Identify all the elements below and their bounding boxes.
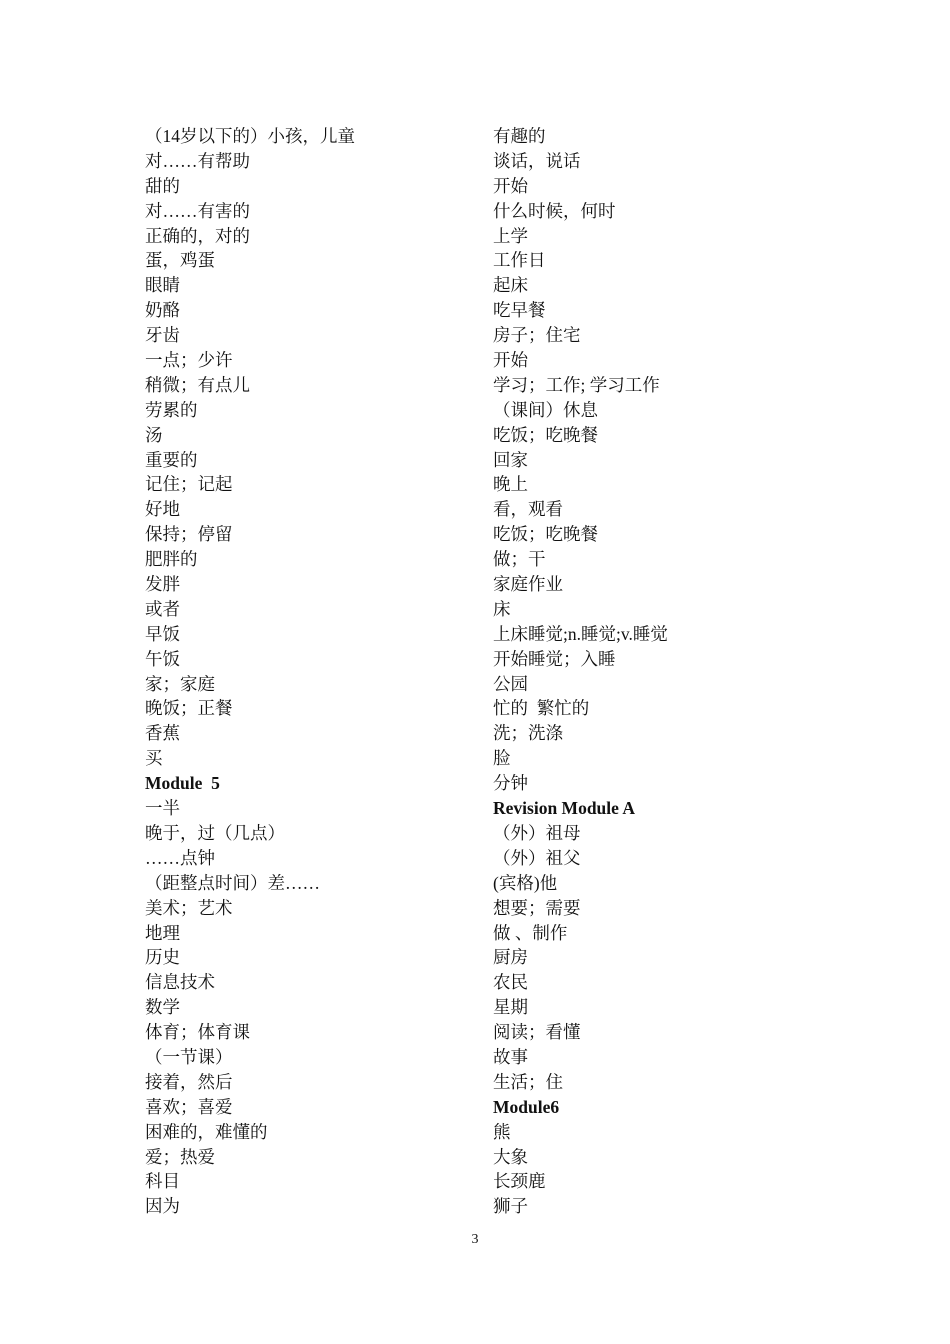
vocabulary-entry: 发胖 <box>145 574 180 595</box>
vocabulary-entry: 晚上 <box>493 474 528 495</box>
vocabulary-entry: 对……有害的 <box>145 200 250 221</box>
vocabulary-entry: 重要的 <box>145 449 198 470</box>
vocabulary-entry: 吃饭；吃晚餐 <box>493 424 598 445</box>
vocabulary-entry: 蛋，鸡蛋 <box>145 250 215 271</box>
vocabulary-entry: 床 <box>493 598 511 619</box>
vocabulary-entry: 农民 <box>493 972 528 993</box>
vocabulary-entry: （14岁以下的）小孩，儿童 <box>145 126 355 146</box>
vocabulary-entry: 做 、制作 <box>493 922 568 943</box>
vocabulary-entry: (宾格)他 <box>493 872 558 893</box>
left-vocabulary-column <box>145 124 465 1219</box>
vocabulary-entry: 一半 <box>145 798 180 819</box>
vocabulary-entry: 上床睡觉;n.睡觉;v.睡觉 <box>493 623 668 644</box>
vocabulary-entry: 地理 <box>145 922 180 943</box>
vocabulary-entry: 保持；停留 <box>145 524 233 545</box>
vocabulary-entry: 长颈鹿 <box>493 1171 546 1192</box>
vocabulary-entry: 吃早餐 <box>493 300 546 321</box>
vocabulary-entry: （课间）休息 <box>493 399 598 420</box>
vocabulary-entry: 历史 <box>145 947 180 968</box>
vocabulary-entry: 谈话，说话 <box>493 150 581 171</box>
vocabulary-entry: 体育；体育课 <box>145 1022 250 1043</box>
vocabulary-entry: 洗；洗涤 <box>493 723 563 744</box>
vocabulary-entry: 数学 <box>145 997 180 1018</box>
vocabulary-entry: 一点；少许 <box>145 350 233 371</box>
vocabulary-entry: 星期 <box>493 997 528 1018</box>
vocabulary-entry: 上学 <box>493 225 528 246</box>
vocabulary-entry: 看，观看 <box>493 499 563 520</box>
vocabulary-entry: 吃饭；吃晚餐 <box>493 524 598 545</box>
vocabulary-entry: 困难的，难懂的 <box>145 1121 268 1142</box>
vocabulary-entry: 开始 <box>493 175 528 196</box>
vocabulary-entry: 故事 <box>493 1046 528 1067</box>
vocabulary-entry: 香蕉 <box>145 723 180 744</box>
vocabulary-entry: 喜欢；喜爱 <box>145 1096 233 1117</box>
vocabulary-entry: 劳累的 <box>145 399 198 420</box>
vocabulary-entry: 有趣的 <box>493 126 546 146</box>
vocabulary-entry: 想要；需要 <box>493 897 581 918</box>
vocabulary-entry: （距整点时间）差…… <box>145 872 320 893</box>
vocabulary-entry: 家；家庭 <box>145 673 215 694</box>
vocabulary-entry: （一节课） <box>145 1046 233 1067</box>
vocabulary-entry: 晚于，过（几点） <box>145 822 285 843</box>
vocabulary-entry: 生活；住 <box>493 1071 563 1092</box>
vocabulary-entry: 甜的 <box>145 175 180 196</box>
right-vocabulary-column <box>493 124 813 1219</box>
vocabulary-entry: 牙齿 <box>145 325 180 346</box>
vocabulary-entry: 信息技术 <box>145 972 215 993</box>
vocabulary-entry: ……点钟 <box>145 847 215 868</box>
vocabulary-entry: 爱；热爱 <box>145 1146 215 1167</box>
vocabulary-entry: 什么时候，何时 <box>493 200 616 221</box>
vocabulary-entry: 肥胖的 <box>145 549 198 570</box>
vocabulary-entry: （外）祖父 <box>493 847 581 868</box>
vocabulary-entry: 回家 <box>493 449 528 470</box>
vocabulary-entry: 开始睡觉；入睡 <box>493 648 616 669</box>
vocabulary-entry: 阅读；看懂 <box>493 1022 581 1043</box>
vocabulary-entry: 午饭 <box>145 648 180 669</box>
vocabulary-entry: 奶酪 <box>145 300 180 321</box>
vocabulary-entry: 公园 <box>493 673 528 694</box>
vocabulary-entry: 稍微；有点儿 <box>145 374 250 395</box>
vocabulary-entry: 对……有帮助 <box>145 150 250 171</box>
vocabulary-entry: 晚饭；正餐 <box>145 698 233 719</box>
vocabulary-entry: 脸 <box>493 748 511 769</box>
vocabulary-entry: （外）祖母 <box>493 822 581 843</box>
vocabulary-entry: 科目 <box>145 1171 180 1192</box>
vocabulary-entry: 熊 <box>493 1121 511 1142</box>
vocabulary-entry: 学习；工作; 学习工作 <box>493 374 660 395</box>
module-heading: Revision Module A <box>493 798 635 819</box>
vocabulary-entry: 家庭作业 <box>493 574 563 595</box>
vocabulary-entry: 因为 <box>145 1196 180 1217</box>
vocabulary-entry: 买 <box>145 748 163 769</box>
vocabulary-entry: 大象 <box>493 1146 528 1167</box>
vocabulary-entry: 忙的 繁忙的 <box>493 698 590 719</box>
module-heading: Module6 <box>493 1096 560 1117</box>
vocabulary-entry: 狮子 <box>493 1196 528 1217</box>
vocabulary-entry: 接着，然后 <box>145 1071 233 1092</box>
vocabulary-entry: 工作日 <box>493 250 546 271</box>
vocabulary-entry: 厨房 <box>493 947 528 968</box>
vocabulary-entry: 房子；住宅 <box>493 325 581 346</box>
vocabulary-entry: 开始 <box>493 350 528 371</box>
vocabulary-entry: 做；干 <box>493 549 546 570</box>
page-number: 3 <box>471 1232 479 1247</box>
vocabulary-entry: 记住；记起 <box>145 474 233 495</box>
vocabulary-entry: 眼睛 <box>145 275 180 296</box>
vocabulary-entry: 早饭 <box>145 623 180 644</box>
vocabulary-entry: 起床 <box>493 275 528 296</box>
vocabulary-entry: 或者 <box>145 598 180 619</box>
vocabulary-entry: 汤 <box>145 424 163 445</box>
vocabulary-entry: 分钟 <box>493 773 528 794</box>
vocabulary-entry: 美术；艺术 <box>145 897 233 918</box>
vocabulary-entry: 好地 <box>145 499 180 520</box>
vocabulary-entry: 正确的，对的 <box>145 225 250 246</box>
module-heading: Module 5 <box>145 773 220 794</box>
